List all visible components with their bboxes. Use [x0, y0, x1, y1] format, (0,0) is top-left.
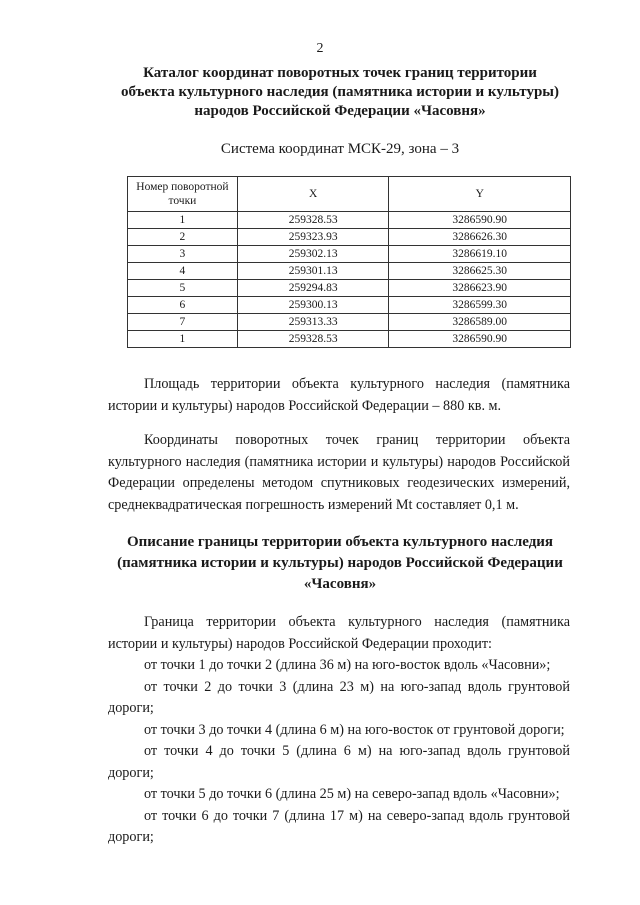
boundary-description: [108, 612, 570, 849]
accuracy-text: Координаты поворотных точек границ территории объекта культурного наследия (памятника истории и культуры) народов Российской Федерации определены методом спутниковых геодезических измерений, среднеквадратическая погрешность измерений Mt составляет 0,1 м.: [108, 432, 570, 513]
boundary-segment: от точки 3 до точки 4 (длина 6 м) на юго-восток от грунтовой дороги;: [144, 721, 565, 738]
table-header-row: [128, 177, 571, 212]
area-text: Площадь территории объекта культурного наследия (памятника истории и культуры) народов Российской Федерации – 880 кв. м.: [108, 376, 570, 414]
column-header-y: Y: [389, 177, 571, 212]
y-cell: 3286623.90: [389, 280, 571, 297]
description-title: [60, 532, 620, 595]
table-row: [128, 331, 571, 348]
catalog-title-line: Каталог координат поворотных точек границ территории: [143, 65, 537, 81]
y-cell: 3286619.10: [389, 246, 571, 263]
boundary-segment: от точки 5 до точки 6 (длина 25 м) на северо-запад вдоль «Часовни»;: [144, 786, 560, 802]
description-title-line: (памятника истории и культуры) народов Российской Федерации: [117, 555, 563, 571]
x-cell: 259302.13: [237, 246, 389, 263]
point-number-cell: 7: [128, 314, 238, 331]
table-row: [128, 246, 571, 263]
boundary-segment: от точки 2 до точки 3 (длина 23 м) на юго-запад вдоль грунтовой дороги;: [108, 678, 570, 716]
point-number-cell: 1: [128, 212, 238, 229]
x-cell: 259313.33: [237, 314, 389, 331]
table-row: [128, 212, 571, 229]
table-row: [128, 297, 571, 314]
catalog-title-line: объекта культурного наследия (памятника истории и культуры): [120, 84, 559, 100]
point-number-cell: 4: [128, 263, 238, 280]
y-cell: 3286626.30: [389, 229, 571, 246]
point-number-cell: 1: [128, 331, 238, 348]
accuracy-paragraph: [108, 430, 570, 516]
point-number-cell: 2: [128, 229, 238, 246]
coordinate-system-caption: Система координат МСК-29, зона – 3: [220, 141, 460, 157]
x-cell: 259323.93: [237, 229, 389, 246]
catalog-title-line: народов Российской Федерации «Часовня»: [194, 103, 486, 119]
column-header-point-number: Номер поворотной точки: [128, 177, 238, 212]
x-cell: 259328.53: [237, 331, 389, 348]
y-cell: 3286590.90: [389, 212, 571, 229]
x-cell: 259328.53: [237, 212, 389, 229]
x-cell: 259300.13: [237, 297, 389, 314]
point-number-cell: 3: [128, 246, 238, 263]
boundary-segment: от точки 6 до точки 7 (длина 17 м) на северо-запад вдоль грунтовой дороги;: [108, 807, 570, 845]
boundary-segment: от точки 1 до точки 2 (длина 36 м) на юго-восток вдоль «Часовни»;: [144, 657, 551, 673]
y-cell: 3286590.90: [389, 331, 571, 348]
page-number: 2: [316, 41, 324, 56]
y-cell: 3286589.00: [389, 314, 571, 331]
catalog-title: [60, 64, 620, 121]
boundary-intro: Граница территории объекта культурного наследия (памятника истории и культуры) народов Российской Федерации проходит:: [108, 614, 570, 652]
point-number-cell: 6: [128, 297, 238, 314]
table-row: [128, 229, 571, 246]
point-number-cell: 5: [128, 280, 238, 297]
boundary-segment: от точки 4 до точки 5 (длина 6 м) на юго-запад вдоль грунтовой дороги;: [108, 743, 570, 781]
table-row: [128, 280, 571, 297]
area-paragraph: [108, 374, 570, 417]
coordinates-table: [127, 176, 571, 348]
column-header-x: X: [237, 177, 389, 212]
description-title-line: «Часовня»: [303, 576, 377, 592]
table-row: [128, 263, 571, 280]
x-cell: 259301.13: [237, 263, 389, 280]
x-cell: 259294.83: [237, 280, 389, 297]
table-row: [128, 314, 571, 331]
description-title-line: Описание границы территории объекта культурного наследия: [126, 534, 554, 550]
y-cell: 3286599.30: [389, 297, 571, 314]
y-cell: 3286625.30: [389, 263, 571, 280]
